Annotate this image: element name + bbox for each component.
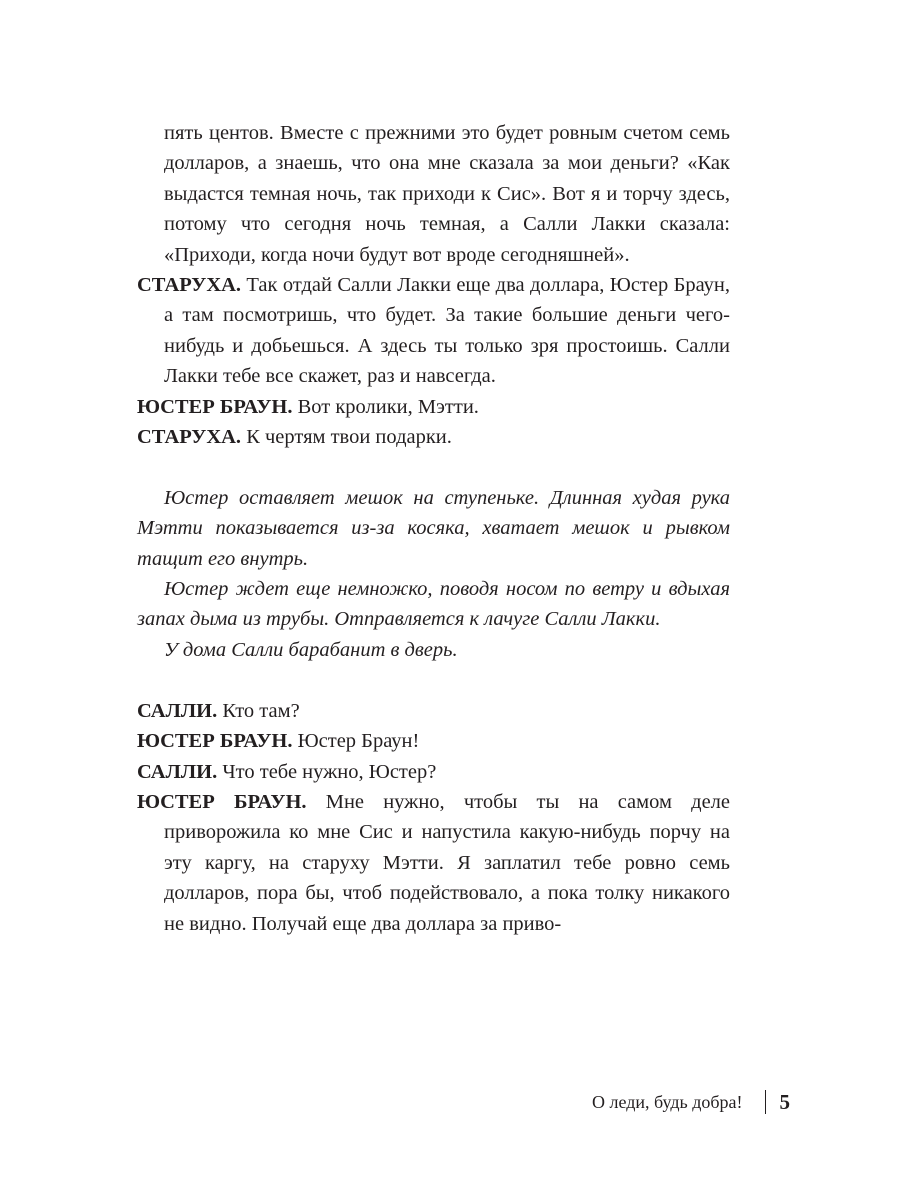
continued-speech: пять центов. Вместе с прежними это будет ровным счетом семь долларов, а знаешь, что она мне сказала за мои деньги? «Как выдастся темная ночь, так приходи к Сис». Вот я и торчу здесь, потому что сегодня ночь темная, а Салли Лакки сказала: «Приходи, когда ночи будут вот вроде сегодняшней». — [164, 122, 730, 266]
stage-direction: У дома Салли барабанит в дверь. — [164, 638, 458, 661]
dialogue-line — [137, 757, 730, 787]
stage-direction: Юстер оставляет мешок на ступеньке. Длинная худая рука Мэтти показывается из-за косяка, хватает мешок и рывком тащит его внутрь. — [137, 486, 730, 570]
running-title: О леди, будь добра! — [591, 1092, 743, 1112]
dialogue-text: Что тебе нужно, Юстер? — [217, 760, 437, 783]
dialogue-line — [137, 696, 730, 726]
spacer — [137, 452, 730, 482]
speaker-name: САЛЛИ. — [137, 760, 218, 783]
speaker-name: САЛЛИ. — [137, 699, 218, 722]
spacer — [137, 665, 730, 695]
dialogue-text: Так отдай Салли Лакки еще два доллара, Юстер Браун, а там посмотришь, что будет. За такие большие деньги чего-нибудь и добьешься. А здесь ты только зря простоишь. Салли Лакки тебе все скажет, раз и навсегда. — [164, 274, 730, 388]
dialogue-text: К чертям твои подарки. — [241, 426, 452, 449]
dialogue-text: Вот кролики, Мэтти. — [292, 395, 479, 418]
dialogue-line — [137, 726, 730, 756]
speaker-name: ЮСТЕР БРАУН. — [137, 790, 307, 813]
dialogue-line — [137, 787, 730, 939]
dialogue-line — [137, 270, 730, 392]
speaker-name: СТАРУХА. — [137, 426, 242, 449]
footer-divider — [765, 1090, 766, 1114]
dialogue-text: Кто там? — [217, 699, 300, 722]
page-number: 5 — [779, 1090, 790, 1114]
running-footer — [592, 1090, 790, 1114]
speaker-name: СТАРУХА. — [137, 274, 242, 297]
dialogue-text: Мне нужно, чтобы ты на самом деле приворожила ко мне Сис и напустила какую-нибудь порчу на эту каргу, на старуху Мэтти. Я заплатил тебе ровно семь долларов, пора бы, чтоб подействовало, а пока толку никакого не видно. Получай еще два доллара за приво- — [164, 790, 731, 935]
dialogue-line — [137, 422, 730, 452]
speaker-name: ЮСТЕР БРАУН. — [137, 395, 293, 418]
stage-direction: Юстер ждет еще немножко, поводя носом по ветру и вдыхая запах дыма из трубы. Отправляется к лачуге Салли Лакки. — [137, 578, 730, 631]
dialogue-text: Юстер Браун! — [292, 730, 420, 753]
speaker-name: ЮСТЕР БРАУН. — [137, 730, 293, 753]
dialogue-line — [137, 392, 730, 422]
page-body — [137, 118, 730, 939]
